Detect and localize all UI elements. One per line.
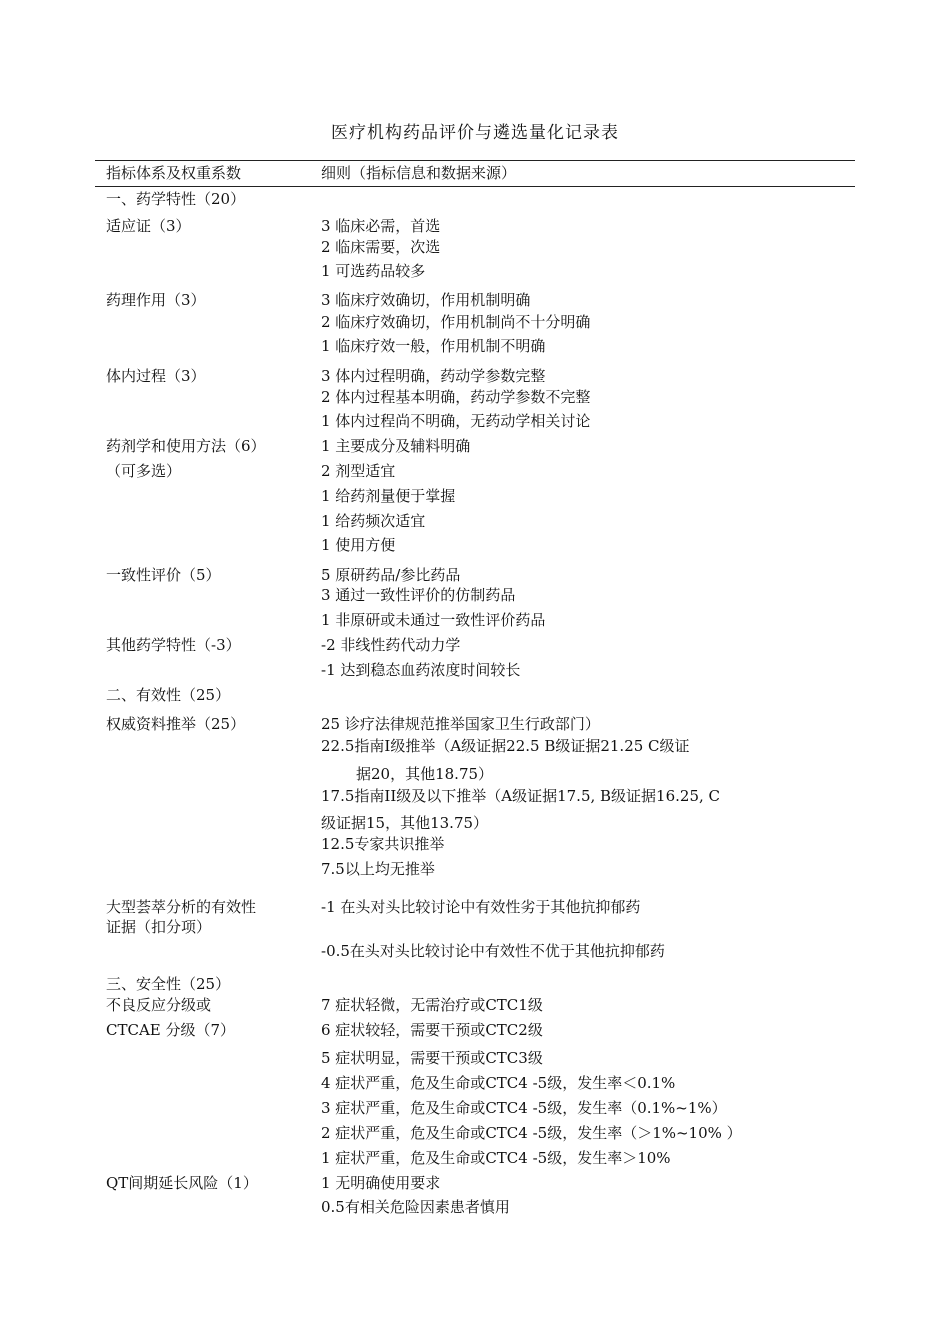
- criterion-line: 6 症状较轻，需要干预或CTC2级: [321, 1021, 543, 1039]
- criterion-line: 1 无明确使用要求: [321, 1174, 441, 1192]
- section-heading: 三、安全性（25）: [106, 975, 231, 993]
- row-label: （可多选）: [106, 462, 182, 480]
- row-label: 药剂学和使用方法（6）: [106, 437, 266, 455]
- criterion-line: 1 给药频次适宜: [321, 512, 426, 530]
- criterion-line: 22.5指南I级推举（A级证据22.5 B级证据21.25 C级证: [321, 737, 690, 755]
- section-heading: 二、有效性（25）: [106, 686, 231, 704]
- criterion-line: 1 可选药品较多: [321, 262, 426, 280]
- row-label: CTCAE 分级（7）: [106, 1021, 236, 1039]
- document-title: 医疗机构药品评价与遴选量化记录表: [331, 123, 619, 143]
- criterion-line: 级证据15，其他13.75）: [321, 814, 489, 832]
- criterion-line: 1 主要成分及辅料明确: [321, 437, 471, 455]
- criterion-line: 3 通过一致性评价的仿制药品: [321, 586, 516, 604]
- row-label: 一致性评价（5）: [106, 566, 221, 584]
- row-label: 其他药学特性（-3）: [106, 636, 241, 654]
- criterion-line: 3 症状严重，危及生命或CTC4 -5级，发生率（0.1%~1%）: [321, 1099, 727, 1117]
- criterion-line: 3 体内过程明确，药动学参数完整: [321, 367, 546, 385]
- criterion-line: 25 诊疗法律规范推举国家卫生行政部门）: [321, 715, 600, 733]
- criterion-line: 5 症状明显，需要干预或CTC3级: [321, 1049, 543, 1067]
- row-label: 体内过程（3）: [106, 367, 206, 385]
- table-top-rule: [95, 160, 855, 161]
- criterion-line: 4 症状严重，危及生命或CTC4 -5级，发生率＜0.1%: [321, 1074, 676, 1092]
- row-label: 适应证（3）: [106, 217, 191, 235]
- criterion-line: -2 非线性药代动力学: [321, 636, 461, 654]
- header-col1: 指标体系及权重系数: [106, 164, 242, 182]
- criterion-line: 5 原研药品/参比药品: [321, 566, 461, 584]
- row-label: 权威资料推举（25）: [106, 715, 246, 733]
- row-label: 不良反应分级或: [106, 996, 212, 1014]
- criterion-line: -0.5在头对头比较讨论中有效性不优于其他抗抑郁药: [321, 942, 665, 960]
- criterion-line: 1 非原研或未通过一致性评价药品: [321, 611, 546, 629]
- header-col2: 细则（指标信息和数据来源）: [321, 164, 517, 182]
- criterion-line: 0.5有相关危险因素患者慎用: [321, 1198, 510, 1216]
- criterion-line: 12.5专家共识推举: [321, 835, 445, 853]
- row-label: 大型荟萃分析的有效性: [106, 898, 257, 916]
- row-label: 证据（扣分项）: [106, 918, 212, 936]
- criterion-line: 2 体内过程基本明确，药动学参数不完整: [321, 388, 591, 406]
- criterion-line: 2 临床需要，次选: [321, 238, 441, 256]
- table-header-rule: [95, 186, 855, 187]
- criterion-line: 17.5指南II级及以下推举（A级证据17.5, B级证据16.25, C: [321, 787, 720, 805]
- criterion-line: 3 临床必需，首选: [321, 217, 441, 235]
- criterion-line: 1 使用方便: [321, 536, 396, 554]
- criterion-line: 1 给药剂量便于掌握: [321, 487, 456, 505]
- criterion-line: 7 症状轻微，无需治疗或CTC1级: [321, 996, 543, 1014]
- criterion-line: -1 在头对头比较讨论中有效性劣于其他抗抑郁药: [321, 898, 641, 916]
- criterion-line: 7.5以上均无推举: [321, 860, 435, 878]
- criterion-line: 2 症状严重，危及生命或CTC4 -5级，发生率（＞1%~10% ）: [321, 1124, 742, 1142]
- criterion-line: 1 临床疗效一般，作用机制不明确: [321, 337, 546, 355]
- section-heading: 一、药学特性（20）: [106, 190, 246, 208]
- criterion-line: -1 达到稳态血药浓度时间较长: [321, 661, 521, 679]
- criterion-line: 2 剂型适宜: [321, 462, 396, 480]
- criterion-line: 1 症状严重，危及生命或CTC4 -5级，发生率＞10%: [321, 1149, 671, 1167]
- criterion-line: 1 体内过程尚不明确，无药动学相关讨论: [321, 412, 591, 430]
- row-label: 药理作用（3）: [106, 291, 206, 309]
- criterion-line: 3 临床疗效确切，作用机制明确: [321, 291, 531, 309]
- row-label: QT间期延长风险（1）: [106, 1174, 258, 1192]
- criterion-line: 2 临床疗效确切，作用机制尚不十分明确: [321, 313, 591, 331]
- criterion-line: 据20，其他18.75）: [356, 765, 494, 783]
